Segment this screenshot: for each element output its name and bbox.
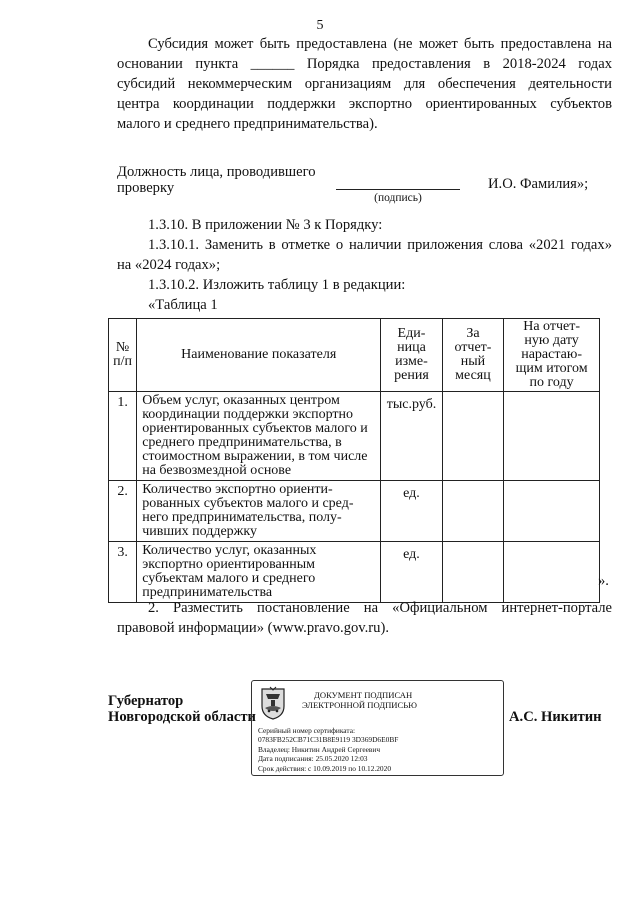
signature-caption: (подпись) xyxy=(374,192,422,204)
row-number: 3. xyxy=(109,542,137,603)
governor-title-line: Губернатор xyxy=(108,693,184,709)
serial-label: Серийный номер сертификата: xyxy=(258,726,356,735)
signer-name-placeholder: И.О. Фамилия»; xyxy=(488,176,589,192)
amendment-item: 1.3.10. В приложении № 3 к Порядку: xyxy=(148,217,383,233)
row-unit: тыс.руб. xyxy=(381,392,443,481)
row-unit: ед. xyxy=(381,481,443,542)
signed-row: Дата подписания: 25.05.2020 12:03 xyxy=(258,754,368,764)
table-row xyxy=(109,392,600,481)
stamp-header: ДОКУМЕНТ ПОДПИСАН ЭЛЕКТРОННОЙ ПОДПИСЬЮ xyxy=(302,690,418,710)
subsidy-paragraph xyxy=(117,34,612,134)
row-month-value xyxy=(442,542,504,603)
row-indicator-name: Количество услуг, оказанных экспортно ориентированным субъектам малого и среднего предпринимательства xyxy=(137,542,381,603)
header-indicator-name: Наименование показателя xyxy=(137,319,381,392)
position-line: Должность лица, проводившего xyxy=(117,164,316,180)
electronic-signature-stamp xyxy=(251,680,504,776)
text-line: правовой информации» (www.pravo.gov.ru). xyxy=(117,620,389,636)
text-line: субсидий некоммерческим организациям для обеспечения деятельности xyxy=(117,76,612,92)
header-reporting-month: За отчет- ный месяц xyxy=(442,319,504,392)
header-number: № п/п xyxy=(109,319,137,392)
row-month-value xyxy=(442,392,504,481)
text-line: Субсидия может быть предоставлена (не может быть предоставлена на xyxy=(148,36,612,52)
position-line: проверку xyxy=(117,180,175,196)
text-line: центра координации поддержки экспортно ориентированных субъектов xyxy=(117,96,612,112)
governor-name: А.С. Никитин xyxy=(509,709,602,725)
text-line: малого и среднего предпринимательства). xyxy=(117,116,378,132)
row-month-value xyxy=(442,481,504,542)
amendment-item: на «2024 годах»; xyxy=(117,257,221,273)
page-number: 5 xyxy=(316,18,324,33)
row-indicator-name: Объем услуг, оказанных центром координации поддержки экспортно ориентированных субъектов малого и среднего предпринимательства, в стоимостном выражении, в том числе на безвозмездной основе xyxy=(137,392,381,481)
validity-row: Срок действия: с 10.09.2019 по 10.12.2020 xyxy=(258,763,392,773)
signature-line xyxy=(336,189,460,190)
row-unit: ед. xyxy=(381,542,443,603)
row-year-value xyxy=(504,481,600,542)
row-year-value xyxy=(504,542,600,603)
owner-row: Владелец: Никитин Андрей Сергеевич xyxy=(258,744,381,754)
coat-of-arms-icon xyxy=(259,686,287,720)
certificate-details xyxy=(258,726,398,773)
table-row xyxy=(109,481,600,542)
header-year-to-date: На отчет- ную дату нарастаю- щим итогом по году xyxy=(504,319,600,392)
table-caption: «Таблица 1 xyxy=(148,297,218,313)
table-header-row xyxy=(109,319,600,392)
serial-value: 0783FB252CB71C31B8E9119 3D369D6E0BF xyxy=(258,735,399,745)
amendment-item: 1.3.10.1. Заменить в отметке о наличии приложения слова «2021 годах» xyxy=(148,237,612,253)
closing-quote: ». xyxy=(598,573,609,589)
indicators-table xyxy=(108,318,600,603)
row-number: 2. xyxy=(109,481,137,542)
text-line: 2. Разместить постановление на «Официальном интернет-портале xyxy=(148,600,612,616)
governor-title xyxy=(108,693,256,725)
header-unit: Еди- ница изме- рения xyxy=(381,319,443,392)
text-line: основании пункта ______ Порядка предоставления в 2018-2024 годах xyxy=(117,56,612,72)
row-number: 1. xyxy=(109,392,137,481)
publication-paragraph xyxy=(117,598,612,638)
governor-title-line: Новгородской области xyxy=(108,709,256,725)
table-row xyxy=(109,542,600,603)
amendment-item: 1.3.10.2. Изложить таблицу 1 в редакции: xyxy=(148,277,406,293)
row-year-value xyxy=(504,392,600,481)
row-indicator-name: Количество экспортно ориенти-рованных субъектов малого и сред-него предпринимательства, полу-чивших поддержку xyxy=(137,481,381,542)
